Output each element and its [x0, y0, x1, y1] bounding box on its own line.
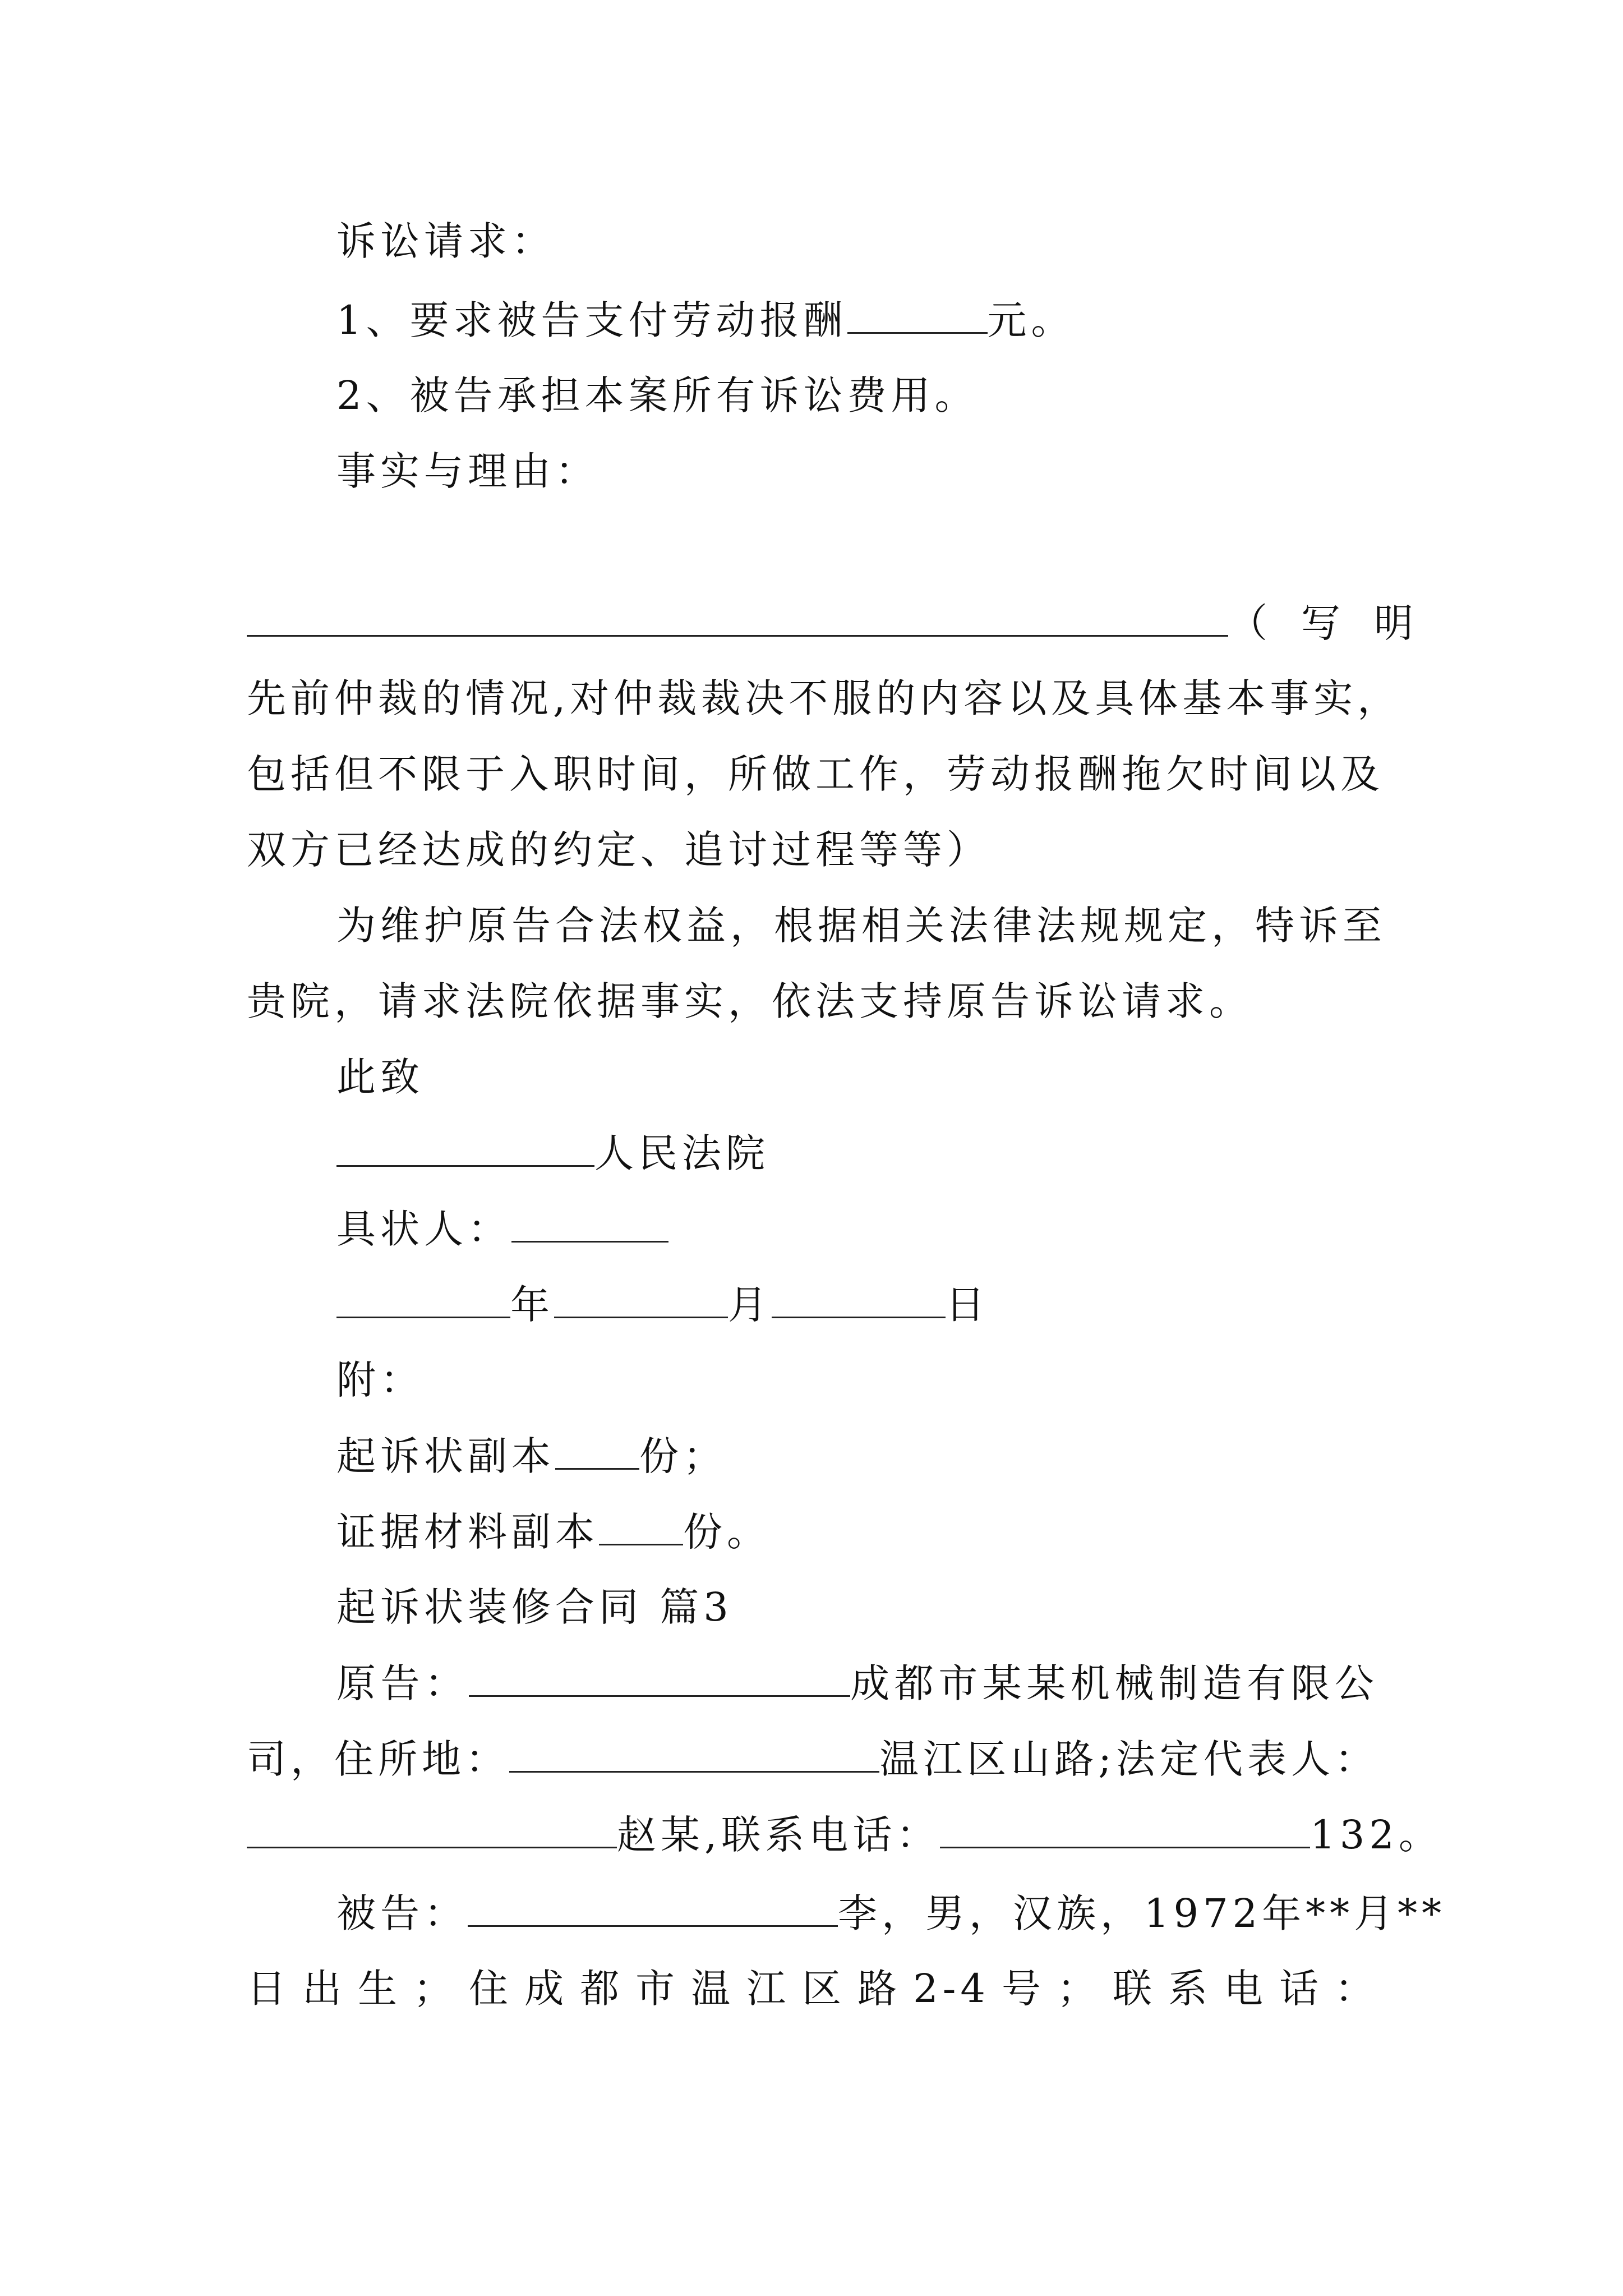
heading-claims: 诉讼请求：	[336, 218, 555, 264]
phone-blank	[940, 1812, 1310, 1848]
petitioner-blank	[511, 1206, 668, 1243]
claim-1: 1、要求被告支付劳动报酬 元。	[336, 297, 1075, 343]
facts-text-3: 双方已经达成的约定、追讨过程等等）	[247, 827, 990, 873]
defendant-blank	[468, 1890, 838, 1927]
attachment-1: 起诉状副本 份；	[336, 1433, 727, 1479]
representative-blank	[247, 1812, 617, 1848]
plaintiff-line-2: 司，住所地： 温江区山路;法定代表人：	[247, 1736, 1378, 1782]
section-title: 起诉状装修合同 篇3	[336, 1584, 733, 1630]
amount-blank	[847, 297, 988, 334]
date-line: 年 月 日	[336, 1282, 989, 1327]
year-blank	[336, 1282, 510, 1318]
defendant-line-1: 被告： 李，男，汉族，1972年**月**	[336, 1890, 1446, 1936]
facts-text-1: 先前仲裁的情况,对仲裁裁决不服的内容以及具体基本事实，	[247, 675, 1401, 721]
defendant-line-2: 日出生；住成都市温江区路2-4号；联系电话：	[247, 1966, 1378, 2012]
plaintiff-line-1: 原告： 成都市某某机械制造有限公	[336, 1660, 1379, 1706]
facts-blank-line: （写明	[247, 600, 1447, 646]
petitioner-line: 具状人：	[336, 1206, 668, 1251]
salutation: 此致	[336, 1054, 424, 1100]
heading-facts: 事实与理由：	[336, 448, 599, 494]
court-line: 人民法院	[336, 1130, 769, 1176]
address-blank	[509, 1736, 879, 1773]
day-blank	[772, 1282, 946, 1318]
attachment-heading: 附：	[336, 1357, 424, 1403]
copies-blank-2	[599, 1509, 683, 1545]
attachment-2: 证据材料副本 份。	[336, 1509, 771, 1555]
request-text-1: 为维护原告合法权益，根据相关法律法规规定，特诉至	[336, 903, 1386, 949]
month-blank	[554, 1282, 728, 1318]
copies-blank-1	[555, 1433, 639, 1470]
facts-text-2: 包括但不限于入职时间，所做工作，劳动报酬拖欠时间以及	[247, 751, 1384, 797]
facts-blank	[247, 600, 1228, 637]
plaintiff-line-3: 赵某,联系电话： 132。	[247, 1812, 1442, 1857]
plaintiff-blank	[469, 1660, 850, 1697]
claim-2: 2、被告承担本案所有诉讼费用。	[336, 372, 979, 418]
court-blank	[336, 1130, 594, 1167]
request-text-2: 贵院，请求法院依据事实，依法支持原告诉讼请求。	[247, 978, 1253, 1024]
